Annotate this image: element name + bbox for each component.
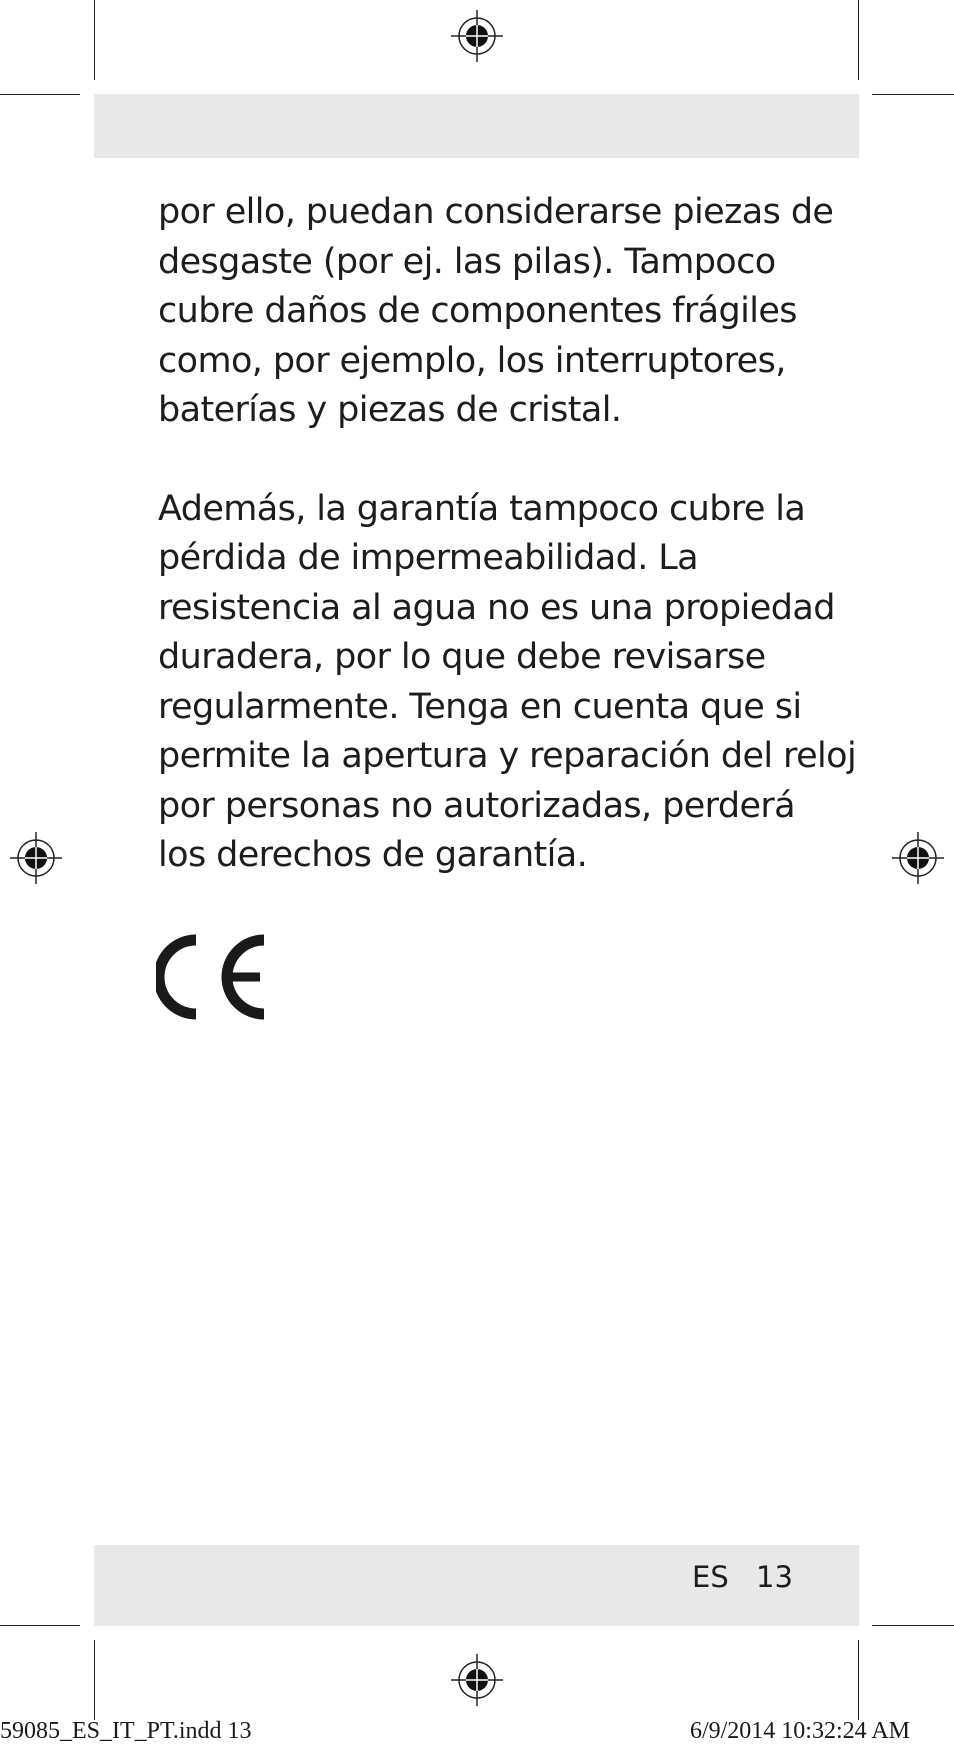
paragraph-water-resistance [158,485,857,881]
registration-crosshair-icon [8,830,64,886]
crop-mark-top-right-horizontal [872,94,954,95]
registration-crosshair-icon [890,830,946,886]
footer-language-code: ES [692,1560,729,1594]
page-number: 13 [756,1560,793,1594]
crop-mark-bottom-left-horizontal [0,1625,80,1626]
registration-crosshair-icon [449,1652,505,1708]
crop-mark-top-left-horizontal [0,94,80,95]
registration-crosshair-icon [449,8,505,64]
text-line: cubre daños de componentes frágiles [158,291,797,331]
text-line: Además, la garantía tampoco cubre la [158,488,806,529]
crop-mark-bottom-right-horizontal [872,1625,954,1626]
crop-mark-bottom-left-vertical [94,1640,95,1720]
text-line: resistencia al agua no es una propiedad [158,587,835,628]
ce-mark-icon [156,934,272,1020]
text-line: baterías y piezas de cristal. [158,390,622,430]
text-line: por ello, puedan considerarse piezas de [158,192,834,232]
footer-band [94,1545,859,1626]
text-line: pérdida de impermeabilidad. La [158,538,699,578]
text-line: los derechos de garantía. [158,835,588,875]
paragraph-wear-parts [158,188,834,436]
text-line: permite la apertura y reparación del reloj [158,736,857,776]
crop-mark-bottom-right-vertical [858,1640,859,1720]
slug-filename: 59085_ES_IT_PT.indd 13 [0,1718,252,1744]
warranty-body-text [158,188,857,881]
crop-mark-top-right-vertical [858,0,859,80]
text-line: por personas no autorizadas, perderá [158,785,796,826]
text-line: duradera, por lo que debe revisarse [158,637,766,677]
slug-datetime: 6/9/2014 10:32:24 AM [689,1718,910,1744]
text-line: desgaste (por ej. las pilas). Tampoco [158,241,776,282]
header-band [94,94,859,158]
text-line: regularmente. Tenga en cuenta que si [158,686,802,727]
crop-mark-top-left-vertical [94,0,95,80]
text-line: como, por ejemplo, los interruptores, [158,340,786,381]
